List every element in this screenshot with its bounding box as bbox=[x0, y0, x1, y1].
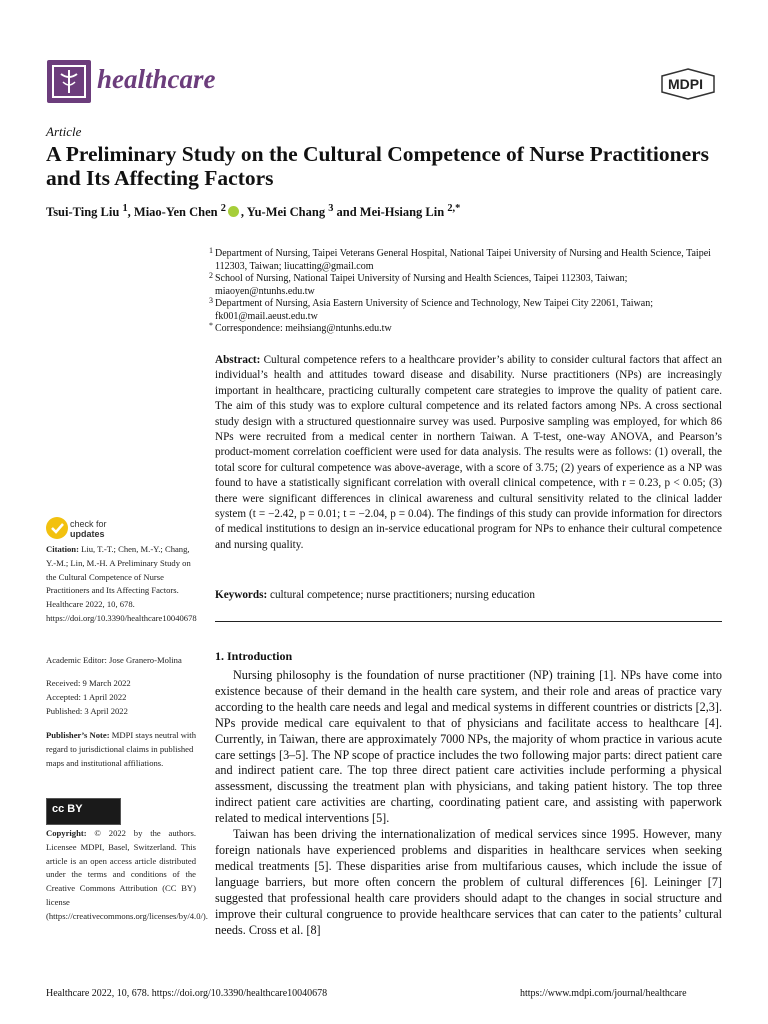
check-label: check for bbox=[70, 519, 107, 529]
abstract bbox=[215, 353, 722, 553]
divider bbox=[215, 621, 722, 622]
footer-journal-link[interactable]: https://www.mdpi.com/journal/healthcare bbox=[520, 988, 687, 999]
dates bbox=[46, 677, 196, 718]
copyright bbox=[46, 827, 208, 924]
publisher-note bbox=[46, 729, 196, 770]
keywords-label: Keywords: bbox=[215, 589, 268, 601]
received-date: Received: 9 March 2022 bbox=[46, 678, 131, 688]
published-date: Published: 3 April 2022 bbox=[46, 705, 128, 716]
publisher-name[interactable]: MDPI bbox=[668, 76, 703, 92]
check-for-updates-icon[interactable] bbox=[46, 517, 68, 539]
abstract-label: Abstract: bbox=[215, 354, 261, 366]
caduceus-icon bbox=[47, 60, 91, 103]
citation-label: Citation: bbox=[46, 544, 79, 554]
author-list bbox=[46, 203, 460, 220]
academic-editor: Academic Editor: Jose Granero-Molina bbox=[46, 655, 182, 665]
citation-text[interactable]: Liu, T.-T.; Chen, M.-Y.; Chang, Y.-M.; Lin, M.-H. A Preliminary Study on the Cultural Competence of Nurse Practitioners and Its Affecting Factors. Healthcare 2022, 10, 678. https://doi.org/10.3390/healthcare10040678 bbox=[46, 544, 197, 623]
article-type: Article bbox=[46, 124, 82, 139]
affiliation-mark: 2 bbox=[209, 271, 213, 280]
author-name[interactable]: , Yu-Mei Chang bbox=[240, 205, 329, 220]
footer-citation[interactable]: Healthcare 2022, 10, 678. https://doi.org/10.3390/healthcare10040678 bbox=[46, 988, 328, 999]
paragraph: Nursing philosophy is the foundation of nurse practitioner (NP) training [1]. NPs have come into existence because of their demand in the health care system, and their role and areas of practice vary according to the health care needs and legal and medical systems in different countries or districts [2,3]. NPs provide medical care equivalent to that of physicians and facilitate access to healthcare [4]. Currently, in Taiwan, there are approximately 7000 NPs, the majority of whom practice in various acute care settings [3–5]. The NP scope of practice includes the two following major parts: direct patient care and indirect patient care. The top three direct patient care activities include performing a physical assessment, discussing the treatment plan with physicians, and taking patient history. The top three indirect patient care activities are charting, coordinating patient care, and assisting with paperwork related to medical interventions [5]. bbox=[215, 668, 722, 826]
author-affil-sup: 3 bbox=[328, 203, 334, 214]
affiliation-mark: 1 bbox=[209, 246, 213, 255]
copyright-text: © 2022 by the authors. Licensee MDPI, Basel, Switzerland. This article is an open access article distributed under the terms and conditions of the Creative Commons Attribution (CC BY) license (https://creativecommons.org/licenses/by/4.0/). bbox=[46, 828, 208, 921]
orcid-icon[interactable] bbox=[228, 206, 239, 217]
author-affil-sup: 2,* bbox=[447, 203, 461, 214]
publisher-note-label: Publisher’s Note: bbox=[46, 730, 110, 740]
citation bbox=[46, 543, 196, 626]
author-name[interactable]: and Mei-Hsiang Lin bbox=[333, 205, 448, 220]
affiliation bbox=[209, 246, 725, 273]
correspondence bbox=[209, 321, 725, 335]
affiliation-text: Department of Nursing, Taipei Veterans General Hospital, National Taipei University of Nursing and Health Science, Taipei 112303, Taiwan; liucatting@gmail.com bbox=[215, 248, 711, 272]
journal-logo bbox=[47, 60, 91, 103]
cc-label: cc BY bbox=[52, 803, 83, 815]
affiliation bbox=[209, 296, 725, 323]
abstract-text: Cultural competence refers to a healthcare provider’s ability to consider cultural factors that affect an individual’s health and attitudes toward disease and disability. Nurse practitioners (NPs) are increasingly important in healthcare, practicing culturally competent care strategies to improve the quality of patient care. The aim of this study was to explore cultural competence and its related factors among NPs. A cross sectional study design with a structured questionnaire survey was used. Purposive sampling was employed, for which 86 NPs were recruited from a medical center in northern Taiwan. A T-test, one-way ANOVA, and Pearson’s product-moment correlation coefficient were used for data analysis. The results were as follows: (1) overall, the total score for cultural competence was above-average, with a score of 3.75; (2) years of experience as a NP was found to have a statistically significant correlation with overall clinical competence, with r = 0.23, p < 0.05; (3) there were significant differences in clinical awareness and cultural sensitivity related to the clinical ladder system (t = −2.42, p = 0.01; t = −2.04, p = 0.04). The findings of this study can provide information for directors of medical institutions to design an in-service educational program for NPs to enhance their cultural competence and nursing quality. bbox=[215, 354, 722, 551]
keywords bbox=[215, 589, 535, 601]
affiliation-text: Department of Nursing, Asia Eastern University of Science and Technology, New Taipei City 22061, Taiwan; fk001@mail.aeust.edu.tw bbox=[215, 298, 653, 322]
author-affil-sup: 1 bbox=[122, 203, 128, 214]
section-title: 1. Introduction bbox=[215, 649, 293, 663]
affiliation-mark: 3 bbox=[209, 296, 213, 305]
updates-label: updates bbox=[70, 529, 105, 539]
affiliation-mark: * bbox=[209, 321, 213, 330]
publisher-note-text: MDPI stays neutral with regard to jurisdictional claims in published maps and institutional affiliations. bbox=[46, 730, 196, 768]
affiliation bbox=[209, 271, 725, 298]
article-title: A Preliminary Study on the Cultural Competence of Nurse Practitioners and Its Affecting Factors bbox=[46, 142, 710, 190]
check-for-updates-button[interactable] bbox=[70, 519, 107, 539]
copyright-label: Copyright: bbox=[46, 828, 87, 838]
journal-name[interactable]: healthcare bbox=[97, 64, 216, 94]
accepted-date: Accepted: 1 April 2022 bbox=[46, 691, 127, 702]
author-name[interactable]: , Miao-Yen Chen bbox=[127, 205, 221, 220]
correspondence-text[interactable]: Correspondence: meihsiang@ntunhs.edu.tw bbox=[215, 323, 392, 334]
author-affil-sup: 2 bbox=[220, 203, 226, 214]
keywords-text: cultural competence; nurse practitioners; nursing education bbox=[267, 589, 535, 601]
affiliation-text: School of Nursing, National Taipei University of Nursing and Health Sciences, Taipei 112303, Taiwan; miaoyen@ntunhs.edu.tw bbox=[215, 273, 628, 297]
author-name[interactable]: Tsui-Ting Liu bbox=[46, 205, 123, 220]
paragraph: Taiwan has been driving the internationalization of medical services since 1995. However, many foreign nationals have experienced problems and disparities in healthcare services when seeking medical treatments [5]. These disparities arise from multifarious causes, which include the issue of language barriers, but more often concern the problem of cultural differences [6]. Leininger [7] suggested that professional health care providers should adapt to the changes in social structure and improve their cultural congruence to provide healthcare services that can cater to the patients’ cultural needs. Cross et al. [8] bbox=[215, 827, 722, 937]
body-text bbox=[215, 668, 722, 938]
